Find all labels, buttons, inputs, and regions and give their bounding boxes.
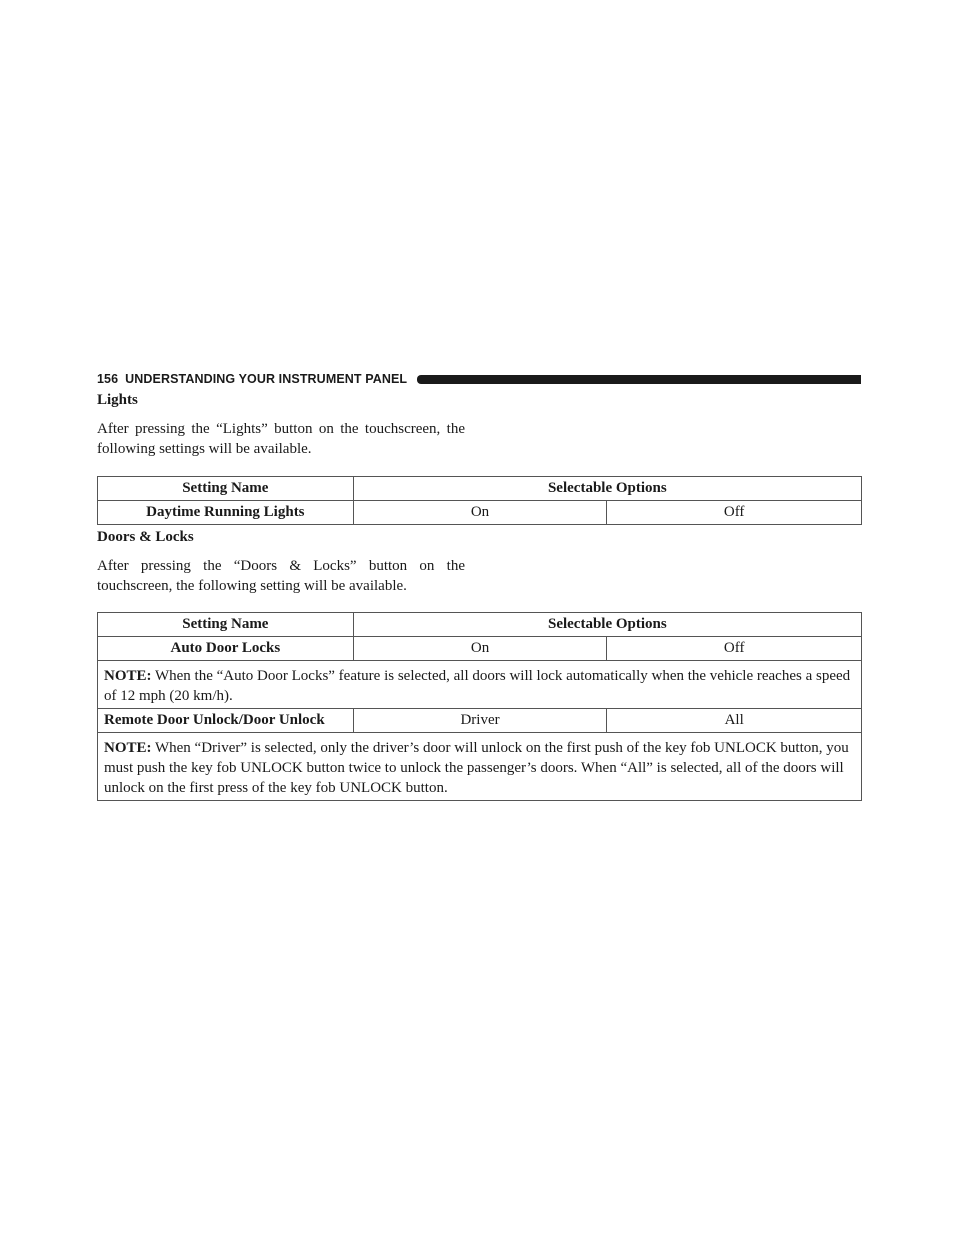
setting-name-auto-door-locks: Auto Door Locks: [98, 637, 354, 661]
page-number: 156: [97, 372, 119, 386]
section-title: UNDERSTANDING YOUR INSTRUMENT PANEL: [125, 372, 408, 386]
table-header-row: [98, 613, 862, 637]
table-header-row: [98, 477, 862, 501]
table-row: [98, 709, 862, 733]
doors-locks-settings-table: [97, 612, 862, 801]
doors-locks-intro: After pressing the “Doors & Locks” button on the touchscreen, the following setting will be available.: [97, 558, 465, 594]
note-text: When “Driver” is selected, only the driver’s door will unlock on the first push of the key fob UNLOCK button, you must push the key fob UNLOCK button twice to unlock the passenger’s doors. When “All” is selected, all of the doors will unlock on the first press of the key fob UNLOCK button.: [104, 740, 849, 796]
lights-settings-table: [97, 476, 862, 525]
column-header-selectable-options: Selectable Options: [353, 613, 861, 637]
column-header-setting-name: Setting Name: [98, 613, 354, 637]
option-off: Off: [607, 501, 862, 525]
option-on: On: [353, 501, 607, 525]
setting-name-remote-door-unlock: Remote Door Unlock/Door Unlock: [98, 709, 354, 733]
header-rule: [417, 375, 861, 384]
auto-door-locks-note: [98, 661, 862, 709]
table-row: [98, 501, 862, 525]
column-header-selectable-options: Selectable Options: [353, 477, 861, 501]
page-header: [97, 371, 861, 387]
table-row: [98, 637, 862, 661]
note-label: NOTE:: [104, 740, 152, 756]
option-off: Off: [607, 637, 862, 661]
note-row: [98, 661, 862, 709]
lights-heading: Lights: [97, 392, 138, 408]
note-row: [98, 733, 862, 801]
setting-name-daytime-running-lights: Daytime Running Lights: [98, 501, 354, 525]
note-label: NOTE:: [104, 668, 152, 684]
option-on: On: [353, 637, 607, 661]
lights-intro: After pressing the “Lights” button on the touchscreen, the following settings will be available.: [97, 421, 465, 457]
remote-door-unlock-note: [98, 733, 862, 801]
option-all: All: [607, 709, 862, 733]
column-header-setting-name: Setting Name: [98, 477, 354, 501]
doors-locks-heading: Doors & Locks: [97, 529, 194, 545]
note-text: When the “Auto Door Locks” feature is selected, all doors will lock automatically when the vehicle reaches a speed of 12 mph (20 km/h).: [104, 668, 851, 704]
option-driver: Driver: [353, 709, 607, 733]
